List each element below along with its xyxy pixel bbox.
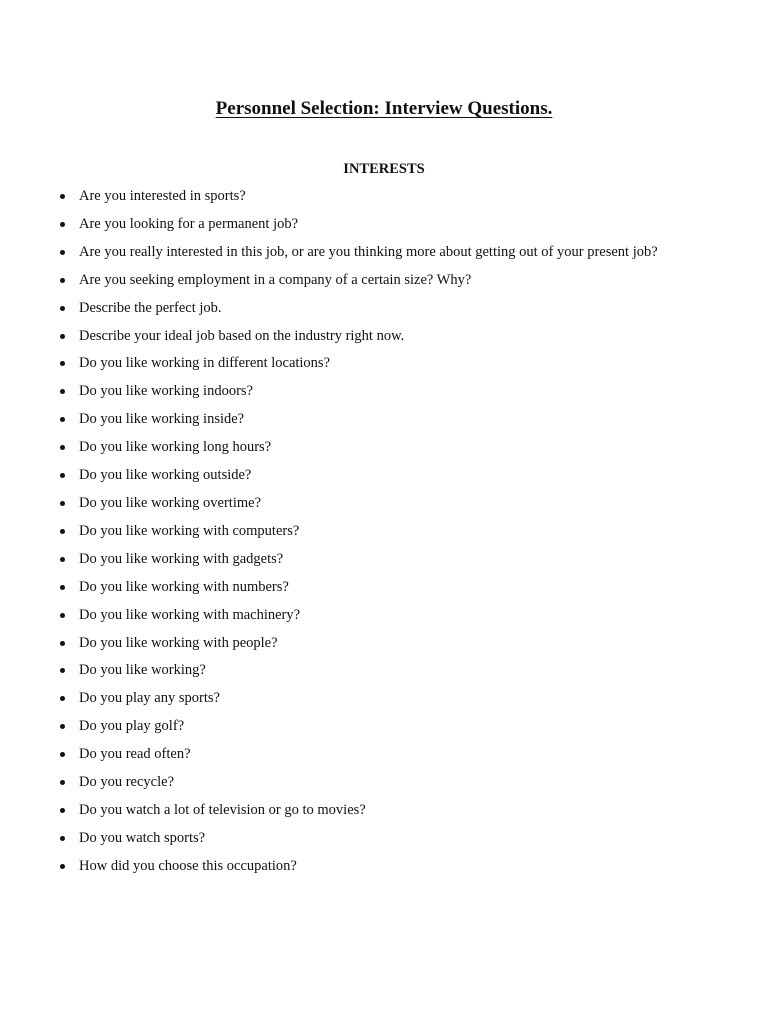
list-item: Do you watch a lot of television or go to movies? (79, 797, 675, 825)
list-item: Do you like working with numbers? (79, 574, 675, 602)
list-item: Do you like working long hours? (79, 434, 675, 462)
list-item: Do you watch sports? (79, 825, 675, 853)
list-item: Do you like working indoors? (79, 378, 675, 406)
question-list (79, 183, 675, 881)
list-item: Are you really interested in this job, or are you thinking more about getting out of your present job? (79, 239, 675, 267)
list-item: Do you read often? (79, 741, 675, 769)
list-item: Describe your ideal job based on the industry right now. (79, 323, 675, 351)
list-item: Do you like working overtime? (79, 490, 675, 518)
section-heading: INTERESTS (343, 161, 425, 177)
list-item: Are you interested in sports? (79, 183, 675, 211)
list-item: Are you looking for a permanent job? (79, 211, 675, 239)
list-item: Do you like working in different locations? (79, 350, 675, 378)
list-item: Describe the perfect job. (79, 295, 675, 323)
list-item: Do you like working with computers? (79, 518, 675, 546)
list-item: Do you like working with people? (79, 630, 675, 658)
list-item: Do you play golf? (79, 713, 675, 741)
list-item: Do you like working? (79, 657, 675, 685)
page-title: Personnel Selection: Interview Questions. (215, 98, 553, 119)
list-item: Do you like working inside? (79, 406, 675, 434)
list-item: Do you like working with gadgets? (79, 546, 675, 574)
list-item: Do you play any sports? (79, 685, 675, 713)
list-item: Do you like working outside? (79, 462, 675, 490)
list-item: Do you recycle? (79, 769, 675, 797)
list-item: Are you seeking employment in a company of a certain size? Why? (79, 267, 675, 295)
list-item: Do you like working with machinery? (79, 602, 675, 630)
list-item: How did you choose this occupation? (79, 853, 675, 881)
